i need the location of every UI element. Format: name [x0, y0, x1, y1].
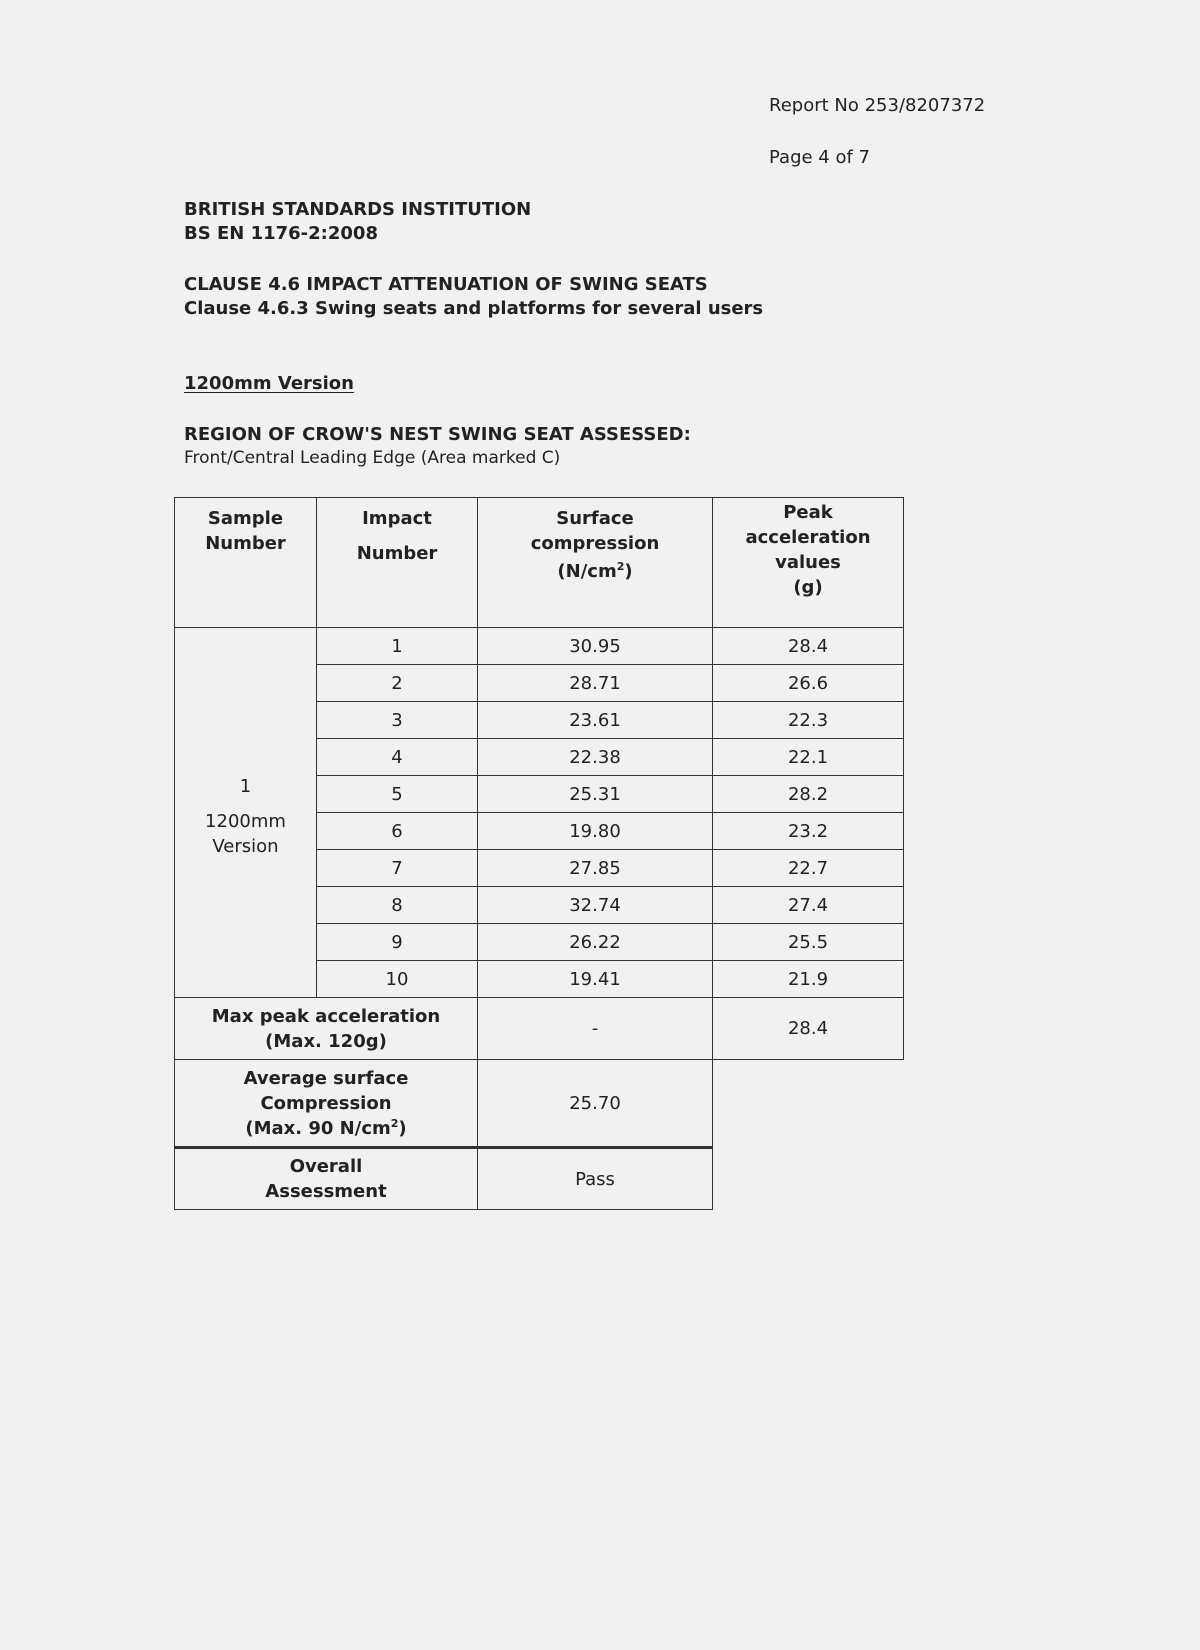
compression-cell: 19.80	[478, 813, 713, 850]
peak-cell: 22.1	[713, 739, 904, 776]
overall-label: Assessment	[265, 1181, 387, 1202]
header-unit	[478, 559, 712, 584]
unit-superscript: 2	[616, 560, 625, 573]
impact-number-cell: 2	[317, 665, 478, 702]
impact-number-cell: 5	[317, 776, 478, 813]
peak-cell: 21.9	[713, 961, 904, 998]
limit-superscript: 2	[390, 1116, 399, 1130]
impact-number-cell: 8	[317, 887, 478, 924]
header-text: Surface	[556, 508, 634, 529]
overall-row	[175, 1148, 904, 1210]
organization-heading: BRITISH STANDARDS INSTITUTION	[184, 199, 532, 220]
max-peak-limit: (Max. 120g)	[265, 1030, 387, 1052]
peak-cell: 22.3	[713, 702, 904, 739]
impact-number-cell: 6	[317, 813, 478, 850]
compression-cell: 27.85	[478, 850, 713, 887]
unit-text: )	[624, 561, 633, 582]
max-peak-compression-cell: -	[478, 998, 713, 1060]
average-value-cell: 25.70	[478, 1060, 713, 1148]
impact-number-cell: 7	[317, 850, 478, 887]
header-text: values	[775, 552, 841, 573]
unit-text: (N/cm	[557, 561, 617, 582]
clause-sub-heading: Clause 4.6.3 Swing seats and platforms for several users	[184, 298, 764, 319]
overall-label: Overall	[289, 1156, 363, 1177]
sample-cell	[175, 628, 317, 998]
peak-cell: 25.5	[713, 924, 904, 961]
header-surface-compression	[478, 498, 713, 628]
sample-label: Version	[212, 836, 279, 857]
peak-cell: 28.2	[713, 776, 904, 813]
page-number: Page 4 of 7	[769, 147, 870, 168]
average-label: Average surface	[243, 1067, 409, 1089]
region-description: Front/Central Leading Edge (Area marked C)	[184, 448, 561, 468]
version-heading: 1200mm Version	[184, 373, 354, 394]
peak-cell: 27.4	[713, 887, 904, 924]
standard-heading: BS EN 1176-2:2008	[184, 223, 378, 244]
average-limit	[175, 1116, 477, 1141]
overall-label-cell	[175, 1148, 478, 1210]
impact-number-cell: 4	[317, 739, 478, 776]
compression-cell: 19.41	[478, 961, 713, 998]
overall-value-cell: Pass	[478, 1148, 713, 1210]
compression-cell: 32.74	[478, 887, 713, 924]
header-peak-acceleration	[713, 498, 904, 628]
sample-label: 1200mm	[205, 811, 286, 832]
header-sample-number	[175, 498, 317, 628]
average-label: Compression	[260, 1092, 392, 1114]
peak-cell: 28.4	[713, 628, 904, 665]
peak-cell: 23.2	[713, 813, 904, 850]
compression-cell: 23.61	[478, 702, 713, 739]
peak-cell: 22.7	[713, 850, 904, 887]
max-peak-label: Max peak acceleration	[211, 1005, 441, 1027]
max-peak-value-cell: 28.4	[713, 998, 904, 1060]
compression-cell: 22.38	[478, 739, 713, 776]
clause-main-heading: CLAUSE 4.6 IMPACT ATTENUATION OF SWING SEATS	[184, 274, 708, 295]
header-text: acceleration	[745, 527, 871, 548]
header-text: compression	[530, 533, 660, 554]
header-text: Peak	[783, 502, 833, 523]
compression-cell: 25.31	[478, 776, 713, 813]
compression-cell: 30.95	[478, 628, 713, 665]
impact-number-cell: 10	[317, 961, 478, 998]
header-text: Number	[356, 543, 438, 564]
empty-cell	[713, 1148, 904, 1210]
compression-cell: 28.71	[478, 665, 713, 702]
impact-number-cell: 3	[317, 702, 478, 739]
results-table	[174, 497, 904, 1210]
table-row	[175, 628, 904, 665]
peak-cell: 26.6	[713, 665, 904, 702]
average-row	[175, 1060, 904, 1148]
header-impact-number	[317, 498, 478, 628]
report-number: Report No 253/8207372	[769, 95, 986, 116]
sample-number: 1	[239, 776, 252, 797]
header-text: Sample	[207, 508, 284, 529]
impact-number-cell: 9	[317, 924, 478, 961]
header-text: (g)	[793, 577, 823, 598]
limit-text: )	[398, 1117, 407, 1139]
impact-number-cell: 1	[317, 628, 478, 665]
region-heading: REGION OF CROW'S NEST SWING SEAT ASSESSED:	[184, 424, 691, 445]
header-text: Impact	[362, 508, 432, 529]
max-peak-label-cell	[175, 998, 478, 1060]
average-label-cell	[175, 1060, 478, 1148]
header-text: Number	[205, 533, 286, 554]
max-peak-row	[175, 998, 904, 1060]
table-header-row	[175, 498, 904, 628]
limit-text: (Max. 90 N/cm	[245, 1117, 391, 1139]
compression-cell: 26.22	[478, 924, 713, 961]
empty-cell	[713, 1060, 904, 1148]
